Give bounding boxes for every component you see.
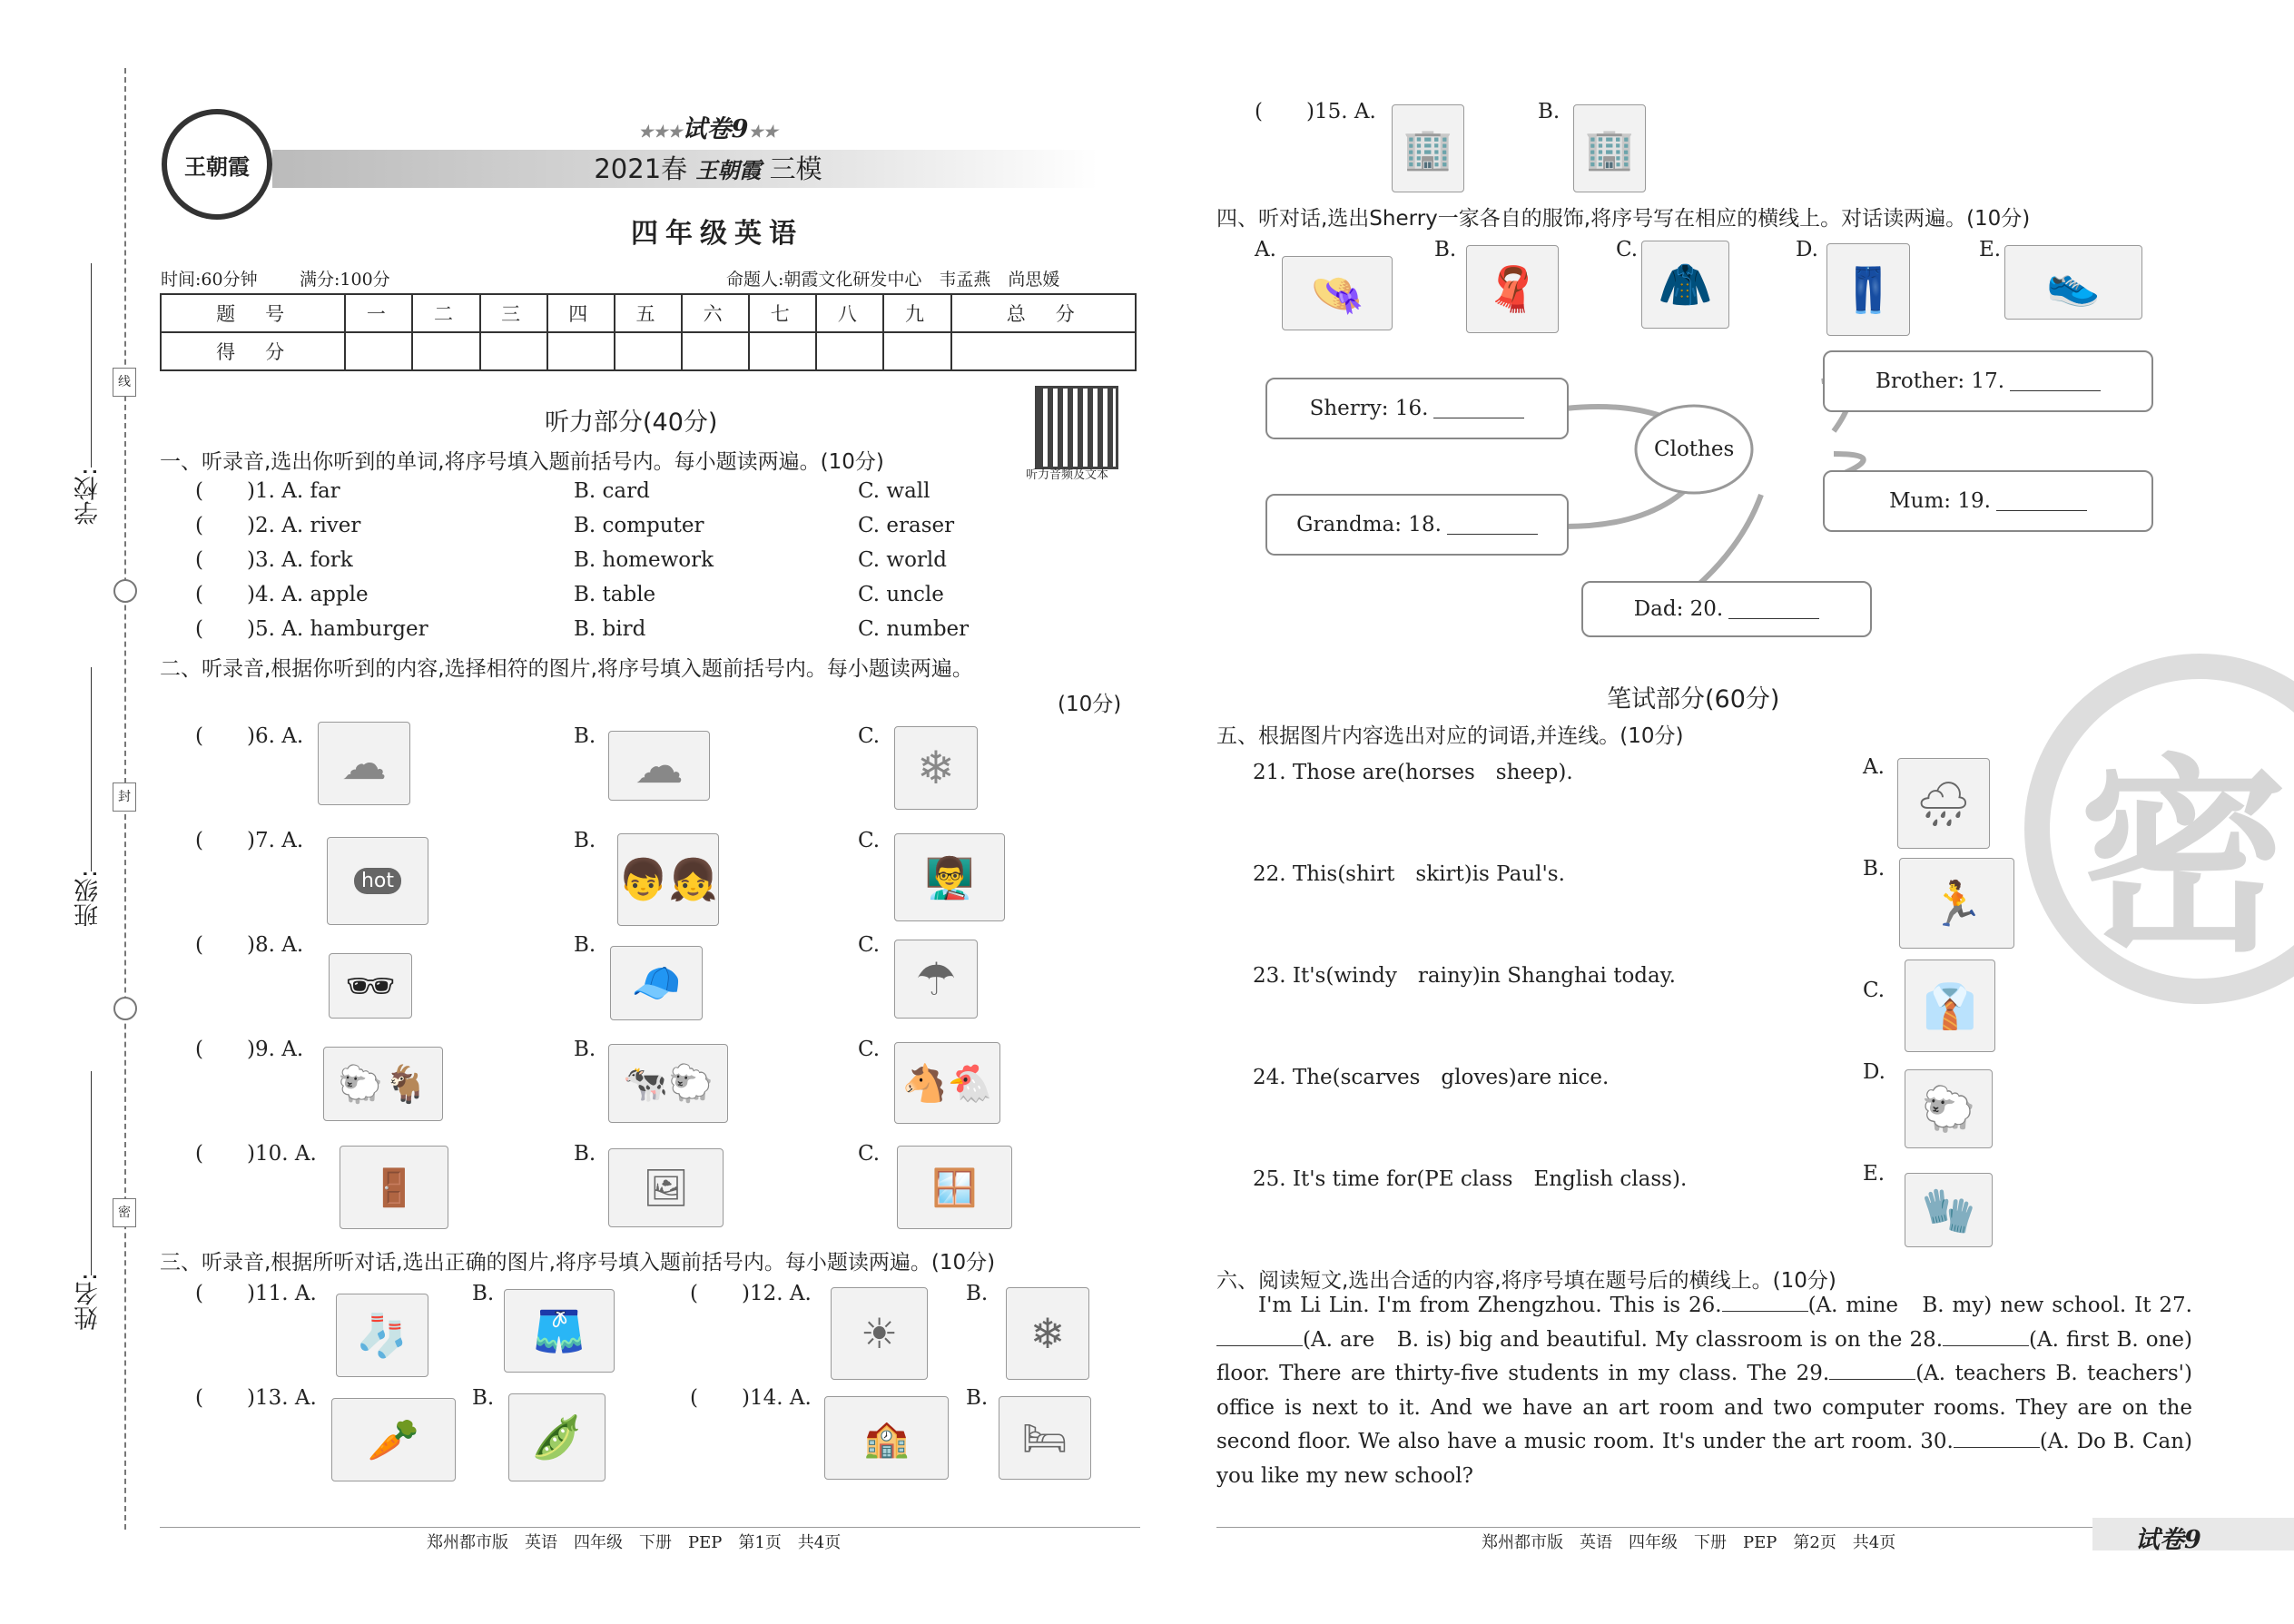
name-label: 姓名: [74,1273,103,1331]
score-col: 五 [615,294,682,332]
q4-option-b: B. table [574,583,656,606]
q1-option-b: B. card [574,479,650,503]
mindmap-center: Clothes [1654,438,1735,461]
q3-option-b: B. homework [574,548,714,572]
score-value-row [161,332,1136,370]
question-13: ( )13. A. [195,1386,317,1410]
q10-picture-room-a [340,1146,448,1229]
answer-18-blank[interactable] [1447,516,1538,535]
building-icon: 🏢 [1584,125,1635,172]
q9-label-c: C. [858,1038,881,1061]
clothes-pants [1826,243,1910,336]
binding-hole [113,579,137,603]
subject-title: 四年级英语 [631,218,803,250]
answer-27-blank[interactable] [1216,1327,1303,1346]
match-picture-pe[interactable] [1899,858,2014,949]
q7-picture-kids [617,833,719,926]
q6-picture-windy [318,722,410,805]
question-21: 21. Those are(horses sheep). [1253,761,1573,784]
rain-cloud-icon: 🌧 [1915,778,1972,830]
brother-box: Brother: 17. [1823,350,2153,412]
answer-30-blank[interactable] [1954,1429,2040,1448]
q15-picture-building-b [1573,104,1646,192]
section2-score: (10分) [1058,693,1122,716]
q8-picture-umbrella [894,940,978,1019]
score-cell[interactable] [682,332,749,370]
match-label-c: C. [1863,979,1885,1002]
match-picture-rainy[interactable] [1897,758,1990,849]
qr-caption: 听力音频及文本 [1026,468,1109,482]
clothes-hat [1282,256,1393,330]
sweater-icon: 🧥 [1658,260,1713,310]
clothes-label-a: A. [1255,238,1276,261]
question-11: ( )11. A. [195,1282,317,1305]
building-icon: 🏢 [1403,125,1453,172]
answer-28-blank[interactable] [1943,1327,2029,1346]
authors-info: 命题人:朝霞文化研发中心 韦孟燕 尚思媛 [726,270,1060,290]
left-page-footer-rule [160,1527,1140,1528]
q4-option-c: C. uncle [858,583,944,606]
hat-icon: 👒 [1310,268,1364,320]
room-icon: 🚪 [371,1166,417,1209]
question-4: ( )4. A. apple [195,583,369,606]
bed-icon: 🛏 [1021,1417,1068,1460]
score-col-label: 题 号 [161,294,345,332]
series-label: ★★★试卷9★★ [638,115,778,143]
beans-icon: 🫛 [530,1412,584,1462]
q14-picture-sleeping [999,1396,1091,1480]
clothes-label-e: E. [1979,238,2002,261]
score-cell[interactable] [816,332,883,370]
question-15: ( )15. A. [1255,100,1376,123]
q15-picture-building-a [1392,104,1464,192]
q11-label-b: B. [472,1282,495,1305]
classroom-icon: 🏫 [863,1417,910,1460]
q13-picture-beans [508,1393,605,1481]
brand-name: 王朝霞 [695,158,762,183]
question-7: ( )7. A. [195,829,304,852]
logo-text: 王朝霞 [184,153,250,180]
question-3: ( )3. A. fork [195,548,353,572]
socks-icon: 🧦 [356,1310,409,1360]
q9-picture-farm-b [608,1044,728,1123]
score-col: 九 [883,294,950,332]
seal-mark-feng: 封 [113,782,136,812]
cap-icon: 🧢 [631,960,682,1007]
question-14: ( )14. A. [690,1386,812,1410]
section5-title: 五、根据图片内容选出对应的词语,并连线。(10分) [1216,724,1684,748]
question-12: ( )12. A. [690,1282,812,1305]
snow-icon: ❄ [917,742,955,794]
question-8: ( )8. A. [195,933,304,957]
sunglasses-icon: 🕶 [345,963,396,1009]
writing-title: 笔试部分(60分) [1607,685,1780,714]
q3-option-c: C. world [858,548,948,572]
children-icon: 👦👧 [618,857,718,903]
q8-picture-sunglasses [329,953,412,1019]
score-header-row [161,294,1136,332]
clothes-label-c: C. [1616,238,1639,261]
snow-icon: ❄ [1029,1309,1066,1358]
q8-picture-cap [610,946,703,1020]
sherry-box: Sherry: 16. [1265,378,1569,439]
score-cell[interactable] [412,332,479,370]
logo-seal [162,109,272,220]
question-6: ( )6. A. [195,724,304,748]
right-page-footer: 郑州都市版 英语 四年级 下册 PEP 第2页 共4页 [1482,1533,1896,1552]
running-icon: 🏃 [1929,878,1984,930]
name-field[interactable] [91,1071,92,1275]
q12-picture-sunny [831,1287,928,1380]
exam-title: 2021春 王朝霞 三模 [594,153,822,184]
q8-label-b: B. [574,933,596,957]
class-field[interactable] [91,667,92,871]
score-col: 二 [412,294,479,332]
q7-label-c: C. [858,829,881,852]
page-tag: 试卷9 [2135,1526,2201,1554]
answer-20-blank[interactable] [1728,600,1819,619]
q6-picture-snowy [894,726,978,810]
carrot-icon: 🥕 [367,1414,420,1464]
answer-17-blank[interactable] [2010,372,2101,391]
score-cell[interactable] [480,332,547,370]
score-col-total: 总 分 [951,294,1136,332]
teacher-icon: 👨‍🏫 [924,854,975,901]
question-10: ( )10. A. [195,1142,317,1166]
q5-option-c: C. number [858,617,970,641]
score-col: 一 [345,294,412,332]
clothes-label-d: D. [1796,238,1818,261]
q9-picture-farm-a [323,1047,443,1121]
score-col: 三 [480,294,547,332]
question-22: 22. This(shirt skirt)is Paul's. [1253,862,1565,886]
q9-label-b: B. [574,1038,596,1061]
score-col: 八 [816,294,883,332]
q6-label-b: B. [574,724,596,748]
q15-label-b: B. [1538,100,1561,123]
reading-passage: I'm Li Lin. I'm from Zhengzhou. This is 26. (A. mine B. my) new school. It 27.(A. are B. is) big and beautiful. My classroom is on the 28. (A. first B. one) floor. There are thirty-five students in my class. The 29. (A. teachers B. teachers') office is next to it. And we have an art room and two computer rooms. They are on the second floor. We also have a music room. It's under the art room. 30. (A. Do B. Can) you like my new school? [1216,1294,2192,1488]
sneakers-icon: 👟 [2046,257,2101,309]
left-page-footer: 郑州都市版 英语 四年级 下册 PEP 第1页 共4页 [427,1533,842,1552]
q11-picture-shorts [504,1289,615,1373]
q7-picture-hot [327,837,428,925]
farm-icon: 🐄🐑 [623,1063,714,1105]
question-23: 23. It's(windy rainy)in Shanghai today. [1253,964,1676,988]
right-page-footer-rule [1216,1527,2197,1528]
section1-title: 一、听录音,选出你听到的单词,将序号填入题前括号内。每小题读两遍。(10分) [160,450,884,474]
farm-icon: 🐴🐔 [901,1062,993,1105]
q13-picture-carrots [331,1398,456,1481]
listening-title: 听力部分(40分) [545,408,718,437]
qr-code[interactable] [1035,386,1118,469]
q10-picture-room-b [608,1148,724,1227]
mum-box: Mum: 19. [1823,470,2153,532]
score-cell[interactable] [345,332,412,370]
seal-mark-line: 线 [113,368,136,397]
answer-26-blank[interactable] [1722,1293,1808,1312]
time-info: 时间:60分钟 [161,270,258,290]
room-icon: 🖼 [643,1167,689,1209]
match-picture-sheep[interactable] [1905,1069,1993,1148]
q7-label-b: B. [574,829,596,852]
q14-label-b: B. [966,1386,989,1410]
sheep-icon: 🐑 [1921,1084,1976,1135]
cloud-wind-icon: ☁ [341,737,387,790]
clothes-sneakers [2004,245,2142,320]
farm-icon: 🐑🐐 [338,1063,428,1106]
full-score-info: 满分:100分 [300,270,390,290]
dad-box: Dad: 20. [1581,581,1872,637]
watermark-char: 密 [2079,738,2289,980]
seal-mark-mi: 密 [113,1198,136,1227]
shirt-icon: 👔 [1923,980,1977,1032]
q1-option-c: C. wall [858,479,930,503]
answer-19-blank[interactable] [1996,492,2087,511]
section2-title: 二、听录音,根据你听到的内容,选择相符的图片,将序号填入题前括号内。每小题读两遍。 [160,657,973,681]
q10-label-c: C. [858,1142,881,1166]
class-label: 班级: [74,870,103,928]
q10-label-b: B. [574,1142,596,1166]
score-table [160,293,1137,371]
cloud-icon: ☁ [635,737,684,794]
question-25: 25. It's time for(PE class English class). [1253,1167,1688,1191]
scarf-icon: 🧣 [1485,264,1540,315]
q6-picture-cloudy [608,731,710,801]
q12-label-b: B. [966,1282,989,1305]
question-2: ( )2. A. river [195,514,361,537]
section4-title: 四、听对话,选出Sherry一家各自的服饰,将序号写在相应的横线上。对话读两遍。(10分) [1216,207,2031,231]
match-label-b: B. [1863,857,1885,881]
match-label-a: A. [1863,755,1885,779]
section3-title: 三、听录音,根据所听对话,选出正确的图片,将序号填入题前括号内。每小题读两遍。(10分) [160,1251,996,1275]
q2-option-c: C. eraser [858,514,955,537]
q8-label-c: C. [858,933,881,957]
q12-picture-snowy [1006,1287,1089,1380]
match-picture-shirt[interactable] [1905,960,1995,1052]
score-col: 六 [682,294,749,332]
school-label: 学校: [74,468,103,526]
match-label-e: E. [1863,1162,1885,1186]
clothes-sweater [1641,241,1729,329]
q2-option-b: B. computer [574,514,704,537]
match-picture-gloves[interactable] [1905,1173,1993,1247]
pants-icon: 👖 [1841,264,1895,316]
score-cell[interactable] [615,332,682,370]
speech-bubble-text: hot [354,868,401,894]
q9-picture-farm-c [894,1042,1000,1124]
school-field[interactable] [91,263,92,468]
score-row-label: 得 分 [161,332,345,370]
answer-29-blank[interactable] [1829,1361,1915,1380]
score-cell[interactable] [547,332,615,370]
q14-picture-classroom [824,1396,949,1480]
match-label-d: D. [1863,1060,1885,1084]
umbrella-icon: ☂ [915,952,957,1006]
clothes-label-b: B. [1434,238,1457,261]
q5-option-b: B. bird [574,617,646,641]
question-9: ( )9. A. [195,1038,304,1061]
score-col: 七 [749,294,816,332]
question-24: 24. The(scarves gloves)are nice. [1253,1066,1610,1089]
question-5: ( )5. A. hamburger [195,617,428,641]
score-cell[interactable] [749,332,816,370]
section6-title: 六、阅读短文,选出合适的内容,将序号填在题号后的横线上。(10分) [1216,1269,1836,1293]
q7-picture-teacher [894,833,1005,921]
clothes-scarf [1466,245,1559,333]
binding-hole [113,997,137,1020]
q13-label-b: B. [472,1386,495,1410]
score-col: 四 [547,294,615,332]
sun-icon: ☀ [860,1309,899,1358]
q10-picture-room-c [897,1146,1012,1229]
gloves-icon: 🧤 [1921,1185,1976,1236]
q11-picture-socks [336,1294,428,1377]
score-cell[interactable] [951,332,1136,370]
answer-16-blank[interactable] [1433,399,1524,418]
q6-label-c: C. [858,724,881,748]
score-cell[interactable] [883,332,950,370]
room-icon: 🪟 [931,1166,978,1209]
shorts-icon: 🩳 [533,1305,586,1355]
question-1: ( )1. A. far [195,479,340,503]
grandma-box: Grandma: 18. [1265,494,1569,556]
